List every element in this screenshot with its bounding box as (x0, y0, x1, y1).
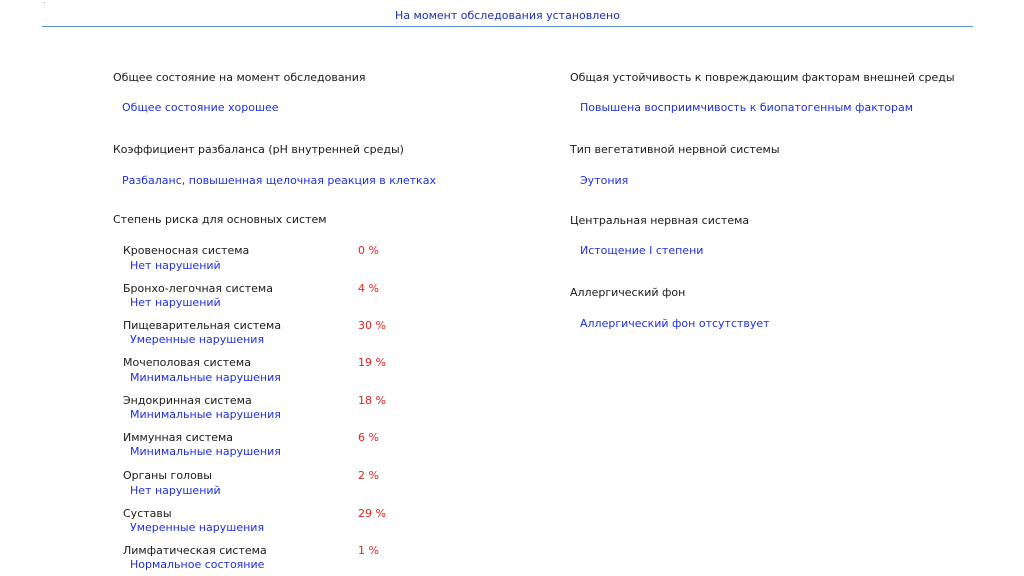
system-status: Нет нарушений (130, 259, 221, 272)
system-name: Органы головы (123, 469, 212, 482)
system-status: Минимальные нарушения (130, 371, 281, 384)
vegetative-label: Тип вегетативной нервной системы (570, 143, 780, 156)
cns-value: Истощение I степени (580, 244, 704, 257)
system-name: Пищеварительная система (123, 319, 282, 332)
system-name: Лимфатическая система (123, 544, 267, 557)
system-status: Нет нарушений (130, 484, 221, 497)
general-state-label: Общее состояние на момент обследования (113, 71, 366, 84)
system-percent: 2 % (358, 469, 379, 482)
resistance-label: Общая устойчивость к повреждающим факторам внешней среды (570, 71, 955, 84)
allergy-value: Аллергический фон отсутствует (580, 317, 770, 330)
system-name: Бронхо-легочная система (123, 282, 273, 295)
system-status: Умеренные нарушения (130, 333, 265, 346)
system-percent: 30 % (358, 319, 386, 332)
system-name: Кровеносная система (123, 244, 250, 257)
system-percent: 0 % (358, 244, 379, 257)
system-percent: 4 % (358, 282, 379, 295)
system-percent: 29 % (358, 507, 386, 520)
system-status: Минимальные нарушения (130, 408, 281, 421)
cns-label: Центральная нервная система (570, 214, 750, 227)
allergy-label: Аллергический фон (570, 286, 686, 299)
risk-label: Степень риска для основных систем (113, 213, 327, 226)
general-state-value: Общее состояние хорошее (122, 101, 279, 114)
system-percent: 1 % (358, 544, 379, 557)
report-title: На момент обследования установлено (395, 9, 620, 22)
corner-dot (44, 2, 45, 3)
system-status: Умеренные нарушения (130, 521, 265, 534)
system-status: Нормальное состояние (130, 558, 265, 571)
system-percent: 18 % (358, 394, 386, 407)
vegetative-value: Эутония (580, 174, 629, 187)
report-header (42, 9, 973, 27)
system-percent: 6 % (358, 431, 379, 444)
system-name: Эндокринная система (123, 394, 252, 407)
imbalance-value: Разбаланс, повышенная щелочная реакция в клетках (122, 174, 436, 187)
system-name: Суставы (123, 507, 172, 520)
imbalance-label: Коэффициент разбаланса (pH внутренней среды) (113, 143, 404, 156)
system-name: Мочеполовая система (123, 356, 251, 369)
system-percent: 19 % (358, 356, 386, 369)
system-status: Минимальные нарушения (130, 445, 281, 458)
resistance-value: Повышена восприимчивость к биопатогенным факторам (580, 101, 913, 114)
system-status: Нет нарушений (130, 296, 221, 309)
system-name: Иммунная система (123, 431, 234, 444)
